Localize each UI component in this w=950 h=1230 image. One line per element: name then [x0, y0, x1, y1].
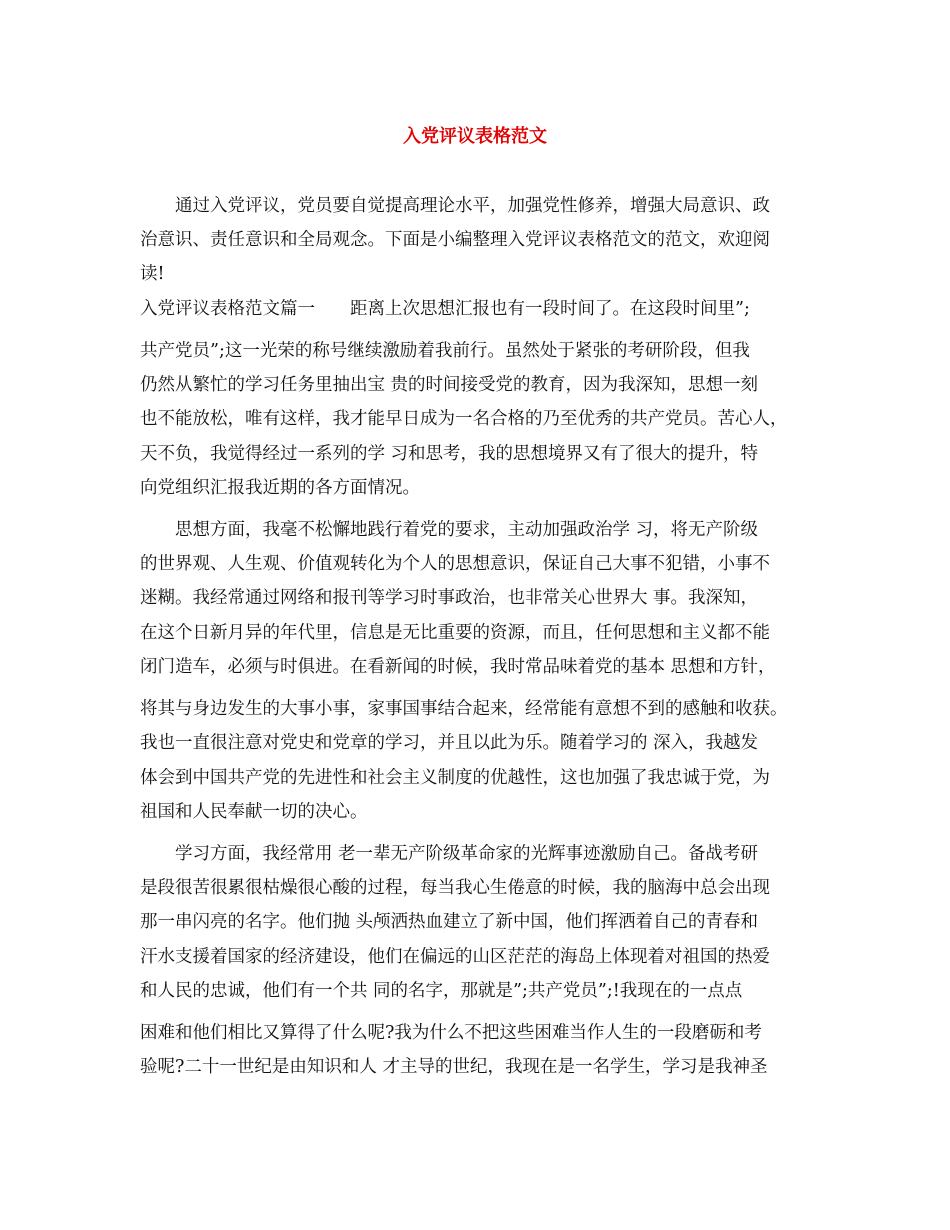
body-line: 验呢?二十一世纪是由知识和人 才主导的世纪，我现在是一名学生，学习是我神圣 [140, 1057, 768, 1077]
document-title: 入党评议表格范文 [403, 126, 547, 147]
body-line: 我也一直很注意对党史和党章的学习，并且以此为乐。随着学习的 深入，我越发 [140, 733, 759, 753]
body-line: 汗水支援着国家的经济建设，他们在偏远的山区茫茫的海岛上体现着对祖国的热爱 [140, 947, 770, 967]
body-line: 读! [140, 264, 165, 284]
body-line: 体会到中国共产党的先进性和社会主义制度的优越性，这也加强了我忠诚于党，为 [140, 768, 770, 788]
body-line: 迷糊。我经常通过网络和报刊等学习时事政治，也非常关心世界大 事。我深知， [140, 588, 759, 608]
body-line: 在这个日新月异的年代里，信息是无比重要的资源，而且，任何思想和主义都不能 [140, 623, 770, 643]
body-line: 通过入党评议，党员要自觉提高理论水平，加强党性修养，增强大局意识、政 [140, 196, 770, 216]
body-line: 入党评议表格范文篇一 距离上次思想汇报也有一段时间了。在这段时间里”; [140, 299, 750, 319]
body-line: 将其与身边发生的大事小事，家事国事结合起来，经常能有意想不到的感触和收获。 [140, 699, 788, 719]
body-line: 思想方面，我毫不松懈地践行着党的要求，主动加强政治学 习，将无产阶级 [140, 520, 759, 540]
body-line: 也不能放松，唯有这样，我才能早日成为一名合格的乃至优秀的共产党员。苦心人， [140, 409, 788, 429]
body-line: 闭门造车，必须与时俱进。在看新闻的时候，我时常品味着党的基本 思想和方针， [140, 657, 776, 677]
body-line: 是段很苦很累很枯燥很心酸的过程，每当我心生倦意的时候，我的脑海中总会出现 [140, 878, 770, 898]
body-line: 和人民的忠诚，他们有一个共 同的名字，那就是”;共产党员”;!我现在的一点点 [140, 981, 743, 1001]
body-line: 共产党员”;这一光荣的称号继续激励着我前行。虽然处于紧张的考研阶段，但我 [140, 341, 750, 361]
body-line: 仍然从繁忙的学习任务里抽出宝 贵的时间接受党的教育，因为我深知，思想一刻 [140, 375, 759, 395]
body-line: 那一串闪亮的名字。他们抛 头颅洒热血建立了新中国，他们挥洒着自己的青春和 [140, 912, 759, 932]
body-line: 向党组织汇报我近期的各方面情况。 [140, 478, 420, 498]
body-line: 困难和他们相比又算得了什么呢?我为什么不把这些困难当作人生的一段磨砺和考 [140, 1023, 762, 1043]
body-line: 治意识、责任意识和全局观念。下面是小编整理入党评议表格范文的范文，欢迎阅 [140, 230, 770, 250]
body-line: 天不负，我觉得经过一系列的学 习和思考，我的思想境界又有了很大的提升，特 [140, 444, 759, 464]
body-line: 学习方面，我经常用 老一辈无产阶级革命家的光辉事迹激励自己。备战考研 [140, 844, 759, 864]
body-line: 的世界观、人生观、价值观转化为个人的思想意识，保证自己大事不犯错，小事不 [140, 554, 770, 574]
body-line: 祖国和人民奉献一切的决心。 [140, 802, 368, 822]
